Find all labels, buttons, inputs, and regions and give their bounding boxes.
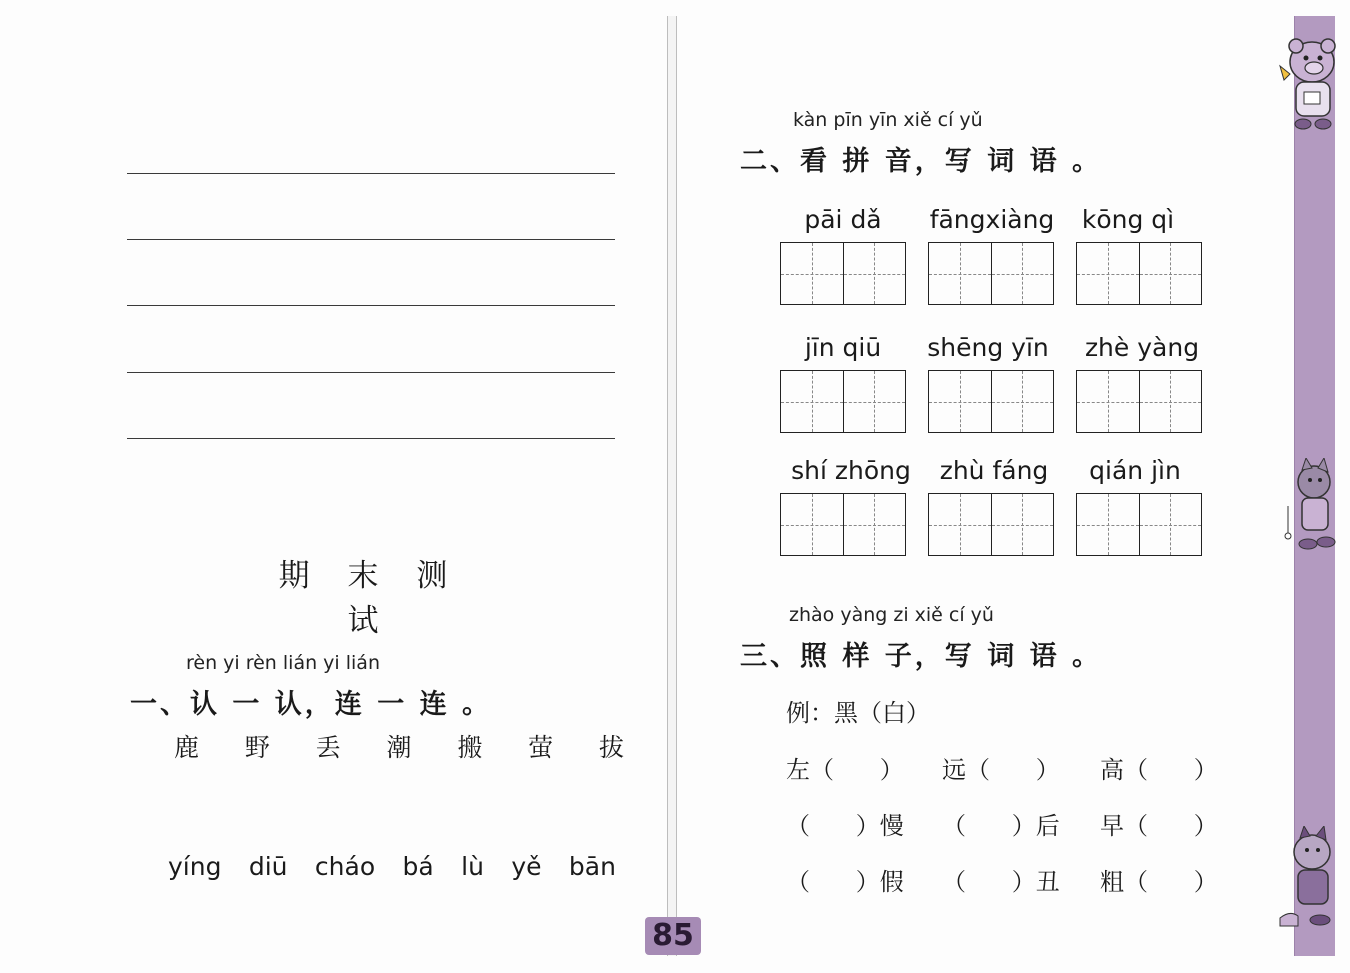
character[interactable]: 鹿 [174, 733, 200, 762]
word-pinyin: shí zhōng [791, 456, 911, 485]
cartoon-pig-icon [1270, 36, 1340, 132]
section2-heading: 二、看 拼 音，写 词 语 。 [740, 146, 1102, 177]
pinyin-word[interactable]: diū [248, 852, 288, 881]
writing-box[interactable] [928, 242, 1054, 305]
word-pinyin: kōng qì [1081, 205, 1175, 234]
writing-box[interactable] [1076, 370, 1202, 433]
writing-box[interactable] [1076, 242, 1202, 305]
page-title: 期 末 测 试 [278, 558, 462, 639]
word-pinyin: fāngxiàng [929, 205, 1055, 234]
section2-pinyin: kàn pīn yīn xiě cí yǔ [793, 109, 983, 131]
fill-blank[interactable]: 高（ ） [1100, 756, 1218, 784]
example-text: 例：黑（白） [786, 699, 930, 727]
book-spine [667, 16, 677, 956]
writing-box[interactable] [928, 370, 1054, 433]
fill-blank[interactable]: （ ）丑 [942, 868, 1060, 896]
pinyin-word[interactable]: lù [461, 852, 484, 881]
word-pinyin: shēng yīn [927, 333, 1049, 362]
section3-pinyin: zhào yàng zi xiě cí yǔ [789, 604, 994, 626]
fill-blank[interactable]: （ ）假 [786, 868, 904, 896]
writing-line [127, 438, 615, 439]
fill-blank[interactable]: 粗（ ） [1100, 868, 1218, 896]
fill-blank[interactable]: （ ）慢 [786, 812, 904, 840]
page-number: 85 [645, 917, 701, 955]
section1-heading: 一、认 一 认，连 一 连 。 [130, 689, 492, 720]
fill-blank[interactable]: （ ）后 [942, 812, 1060, 840]
word-pinyin: zhù fáng [939, 456, 1049, 485]
writing-box[interactable] [928, 493, 1054, 556]
section1-pinyin: rèn yi rèn lián yi lián [186, 652, 380, 674]
pinyin-word[interactable]: yíng [168, 852, 222, 881]
character[interactable]: 野 [244, 733, 270, 762]
writing-line [127, 372, 615, 373]
character[interactable]: 潮 [386, 733, 412, 762]
character[interactable]: 萤 [528, 733, 554, 762]
writing-line [127, 173, 615, 174]
section3-heading: 三、照 样 子，写 词 语 。 [740, 641, 1102, 672]
pinyin-row [168, 852, 616, 881]
writing-box[interactable] [1076, 493, 1202, 556]
cartoon-wolf-icon [1280, 458, 1340, 552]
writing-box[interactable] [780, 242, 906, 305]
fill-blank[interactable]: 左（ ） [786, 756, 904, 784]
word-pinyin: pāi dǎ [804, 205, 882, 234]
word-pinyin: jīn qiū [804, 333, 882, 362]
writing-line [127, 305, 615, 306]
character[interactable]: 拔 [598, 733, 624, 762]
pinyin-word[interactable]: bá [402, 852, 434, 881]
pinyin-word[interactable]: bān [568, 852, 616, 881]
word-pinyin: qián jìn [1089, 456, 1181, 485]
character-row [174, 728, 624, 764]
character[interactable]: 搬 [457, 733, 483, 762]
writing-line [127, 239, 615, 240]
writing-box[interactable] [780, 493, 906, 556]
pinyin-word[interactable]: yě [511, 852, 542, 881]
fill-blank[interactable]: 早（ ） [1100, 812, 1218, 840]
writing-box[interactable] [780, 370, 906, 433]
cartoon-wolf-icon [1276, 826, 1340, 930]
character[interactable]: 丢 [315, 733, 341, 762]
pinyin-word[interactable]: cháo [314, 852, 376, 881]
word-pinyin: zhè yàng [1084, 333, 1200, 362]
fill-blank[interactable]: 远（ ） [942, 756, 1060, 784]
